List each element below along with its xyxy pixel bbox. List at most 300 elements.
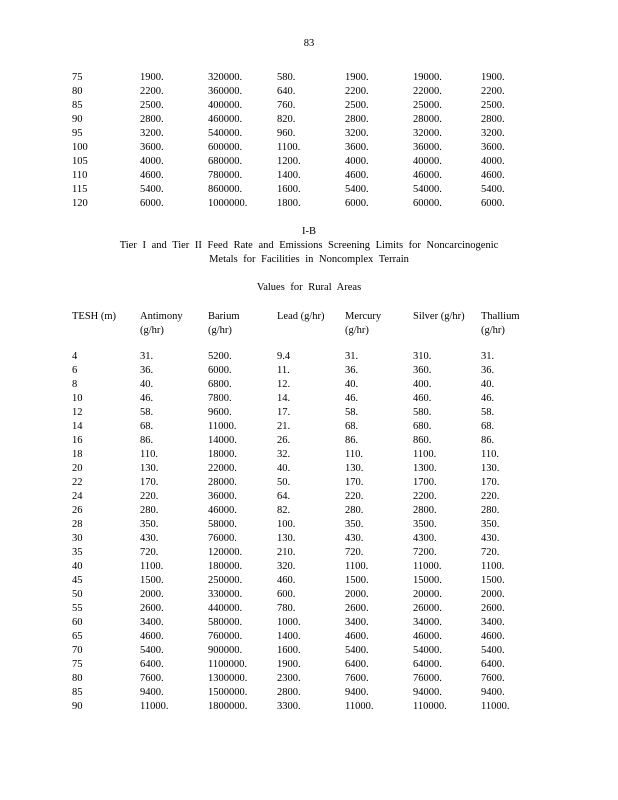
table-cell: 6000. (345, 198, 369, 209)
table-cell: 21. (277, 421, 291, 432)
table-cell: 82. (277, 505, 291, 516)
table-cell: 680000. (208, 156, 243, 167)
header-thallium-line2: (g/hr) (481, 325, 505, 336)
table-cell: 68. (140, 421, 154, 432)
table-cell: 5400. (140, 184, 164, 195)
table-cell: 110. (140, 449, 158, 460)
table-row (72, 602, 541, 616)
table-cell: 120 (72, 198, 88, 209)
table-cell: 3600. (140, 142, 164, 153)
table-cell: 9600. (208, 407, 232, 418)
table-cell: 9400. (345, 687, 369, 698)
table-cell: 1000. (277, 617, 301, 628)
table-cell: 24 (72, 491, 83, 502)
table-cell: 31. (481, 351, 495, 362)
table-cell: 130. (140, 463, 159, 474)
table-cell: 32000. (413, 128, 442, 139)
table-cell: 14 (72, 421, 83, 432)
table-cell: 36. (140, 365, 154, 376)
table-cell: 600. (277, 589, 296, 600)
table-cell: 4600. (345, 170, 369, 181)
table-cell: 860. (413, 435, 432, 446)
table-cell: 2600. (345, 603, 369, 614)
table-cell: 1100. (481, 561, 505, 572)
table-cell: 80 (72, 86, 83, 97)
table-row (72, 406, 541, 420)
table-row (72, 392, 541, 406)
table-cell: 7600. (481, 673, 505, 684)
table-cell: 36. (481, 365, 495, 376)
table-row (72, 644, 541, 658)
table-cell: 460. (413, 393, 432, 404)
table-cell: 4000. (345, 156, 369, 167)
table-cell: 2000. (345, 589, 369, 600)
table-cell: 18000. (208, 449, 237, 460)
table-cell: 46000. (413, 170, 442, 181)
table-cell: 3600. (345, 142, 369, 153)
table-cell: 900000. (208, 645, 243, 656)
table-cell: 1900. (140, 72, 164, 83)
header-mercury-line2: (g/hr) (345, 325, 369, 336)
table-cell: 5400. (345, 645, 369, 656)
table-row (72, 588, 541, 602)
table-cell: 350. (345, 519, 364, 530)
table-cell: 22000. (208, 463, 237, 474)
table-row (72, 504, 541, 518)
table-cell: 16 (72, 435, 83, 446)
table-cell: 1100. (277, 142, 301, 153)
table-row (72, 616, 541, 630)
table-cell: 2300. (277, 673, 301, 684)
table-cell: 14000. (208, 435, 237, 446)
header-silver (413, 310, 465, 324)
table-cell: 11000. (208, 421, 237, 432)
table-row (72, 169, 541, 183)
table-cell: 60000. (413, 198, 442, 209)
table-cell: 760. (277, 100, 296, 111)
table-cell: 4000. (481, 156, 505, 167)
table-cell: 220. (140, 491, 159, 502)
table-cell: 960. (277, 128, 296, 139)
table-cell: 26 (72, 505, 83, 516)
table-cell: 76000. (413, 673, 442, 684)
table-cell: 58. (140, 407, 154, 418)
table-cell: 58. (481, 407, 495, 418)
table-cell: 120000. (208, 547, 243, 558)
table-cell: 68. (345, 421, 359, 432)
table-cell: 220. (481, 491, 500, 502)
table-row (72, 71, 541, 85)
table-cell: 820. (277, 114, 296, 125)
table-cell: 94000. (413, 687, 442, 698)
table-cell: 36000. (208, 491, 237, 502)
table-cell: 40. (345, 379, 359, 390)
table-cell: 320. (277, 561, 296, 572)
table-cell: 64000. (413, 659, 442, 670)
table-cell: 46000. (413, 631, 442, 642)
table-cell: 350. (481, 519, 500, 530)
table-row (72, 560, 541, 574)
header-thallium (481, 310, 520, 338)
table-cell: 100 (72, 142, 88, 153)
table-cell: 4000. (140, 156, 164, 167)
table-cell: 100. (277, 519, 296, 530)
table-cell: 5400. (481, 645, 505, 656)
table-cell: 35 (72, 547, 83, 558)
table-row (72, 113, 541, 127)
table-cell: 25000. (413, 100, 442, 111)
header-tesh-line1: TESH (m) (72, 311, 117, 322)
section-id: I-B (302, 226, 316, 237)
table-cell: 9400. (140, 687, 164, 698)
table-cell: 1600. (277, 645, 301, 656)
table-cell: 105 (72, 156, 88, 167)
table-cell: 170. (345, 477, 364, 488)
table-cell: 180000. (208, 561, 243, 572)
table-cell: 4600. (140, 631, 164, 642)
table-cell: 11000. (140, 701, 169, 712)
table-cell: 6400. (345, 659, 369, 670)
table-row (72, 127, 541, 141)
table-cell: 3600. (481, 142, 505, 153)
table-row (72, 574, 541, 588)
table-cell: 26000. (413, 603, 442, 614)
table-cell: 7600. (140, 673, 164, 684)
table-cell: 28000. (413, 114, 442, 125)
header-thallium-line1: Thallium (481, 311, 520, 322)
table-cell: 6400. (140, 659, 164, 670)
table-cell: 22000. (413, 86, 442, 97)
table-cell: 2800. (277, 687, 301, 698)
table-cell: 360000. (208, 86, 243, 97)
header-antimony-line1: Antimony (140, 311, 183, 322)
table-cell: 400. (413, 379, 432, 390)
table-cell: 1400. (277, 631, 301, 642)
table-cell: 40 (72, 561, 83, 572)
header-barium-line2: (g/hr) (208, 325, 232, 336)
table-cell: 15000. (413, 575, 442, 586)
header-tesh (72, 310, 116, 324)
table-row (72, 420, 541, 434)
table-cell: 1400. (277, 170, 301, 181)
table-cell: 3400. (140, 617, 164, 628)
table-cell: 4600. (481, 631, 505, 642)
table-row (72, 532, 541, 546)
table-cell: 1500. (345, 575, 369, 586)
table-cell: 11. (277, 365, 290, 376)
table-cell: 26. (277, 435, 291, 446)
section-title-line2: Metals for Facilities in Noncomplex Terrain (209, 254, 409, 265)
table-cell: 85 (72, 687, 83, 698)
header-antimony-line2: (g/hr) (140, 325, 164, 336)
table-cell: 40. (277, 463, 291, 474)
table-cell: 3300. (277, 701, 301, 712)
table-cell: 130. (345, 463, 364, 474)
table-row (72, 197, 541, 211)
table-cell: 5400. (481, 184, 505, 195)
table-cell: 10 (72, 393, 83, 404)
table-cell: 68. (481, 421, 495, 432)
table-cell: 400000. (208, 100, 243, 111)
table-cell: 130. (277, 533, 296, 544)
table-cell: 2800. (140, 114, 164, 125)
table-cell: 220. (345, 491, 364, 502)
table-cell: 310. (413, 351, 432, 362)
table-cell: 6 (72, 365, 78, 376)
table-cell: 3400. (345, 617, 369, 628)
table-row (72, 350, 541, 364)
table-cell: 580. (413, 407, 432, 418)
table-row (72, 518, 541, 532)
table-cell: 2200. (140, 86, 164, 97)
table-cell: 12. (277, 379, 291, 390)
table-cell: 34000. (413, 617, 442, 628)
rural-limits-table (72, 350, 541, 714)
header-barium-line1: Barium (208, 311, 240, 322)
section-subtitle: Values for Rural Areas (256, 282, 362, 293)
table-cell: 85 (72, 100, 83, 111)
table-cell: 55 (72, 603, 83, 614)
table-cell: 2200. (413, 491, 437, 502)
table-cell: 2500. (140, 100, 164, 111)
table-cell: 720. (481, 547, 500, 558)
table-cell: 1300. (413, 463, 437, 474)
section-title-line1: Tier I and Tier II Feed Rate and Emissions Screening Limits for Noncarcinogenic (119, 240, 499, 251)
table-cell: 32. (277, 449, 291, 460)
table-cell: 580. (277, 72, 296, 83)
table-cell: 250000. (208, 575, 243, 586)
table-cell: 86. (481, 435, 495, 446)
table-cell: 8 (72, 379, 78, 390)
table-cell: 540000. (208, 128, 243, 139)
table-cell: 1100. (140, 561, 164, 572)
header-mercury (345, 310, 381, 338)
table-cell: 1700. (413, 477, 437, 488)
table-cell: 40000. (413, 156, 442, 167)
table-cell: 20 (72, 463, 83, 474)
table-cell: 1200. (277, 156, 301, 167)
table-cell: 1900. (481, 72, 505, 83)
table-cell: 2800. (345, 114, 369, 125)
table-cell: 4600. (140, 170, 164, 181)
table-cell: 600000. (208, 142, 243, 153)
table-cell: 350. (140, 519, 159, 530)
table-cell: 58. (345, 407, 359, 418)
table-row (72, 364, 541, 378)
table-cell: 75 (72, 659, 83, 670)
table-cell: 170. (140, 477, 159, 488)
table-cell: 80 (72, 673, 83, 684)
continued-limits-table (72, 71, 541, 211)
table-cell: 6000. (140, 198, 164, 209)
table-cell: 430. (140, 533, 159, 544)
header-barium (208, 310, 240, 338)
table-cell: 680. (413, 421, 432, 432)
table-cell: 640. (277, 86, 296, 97)
table-cell: 20000. (413, 589, 442, 600)
table-cell: 1500. (481, 575, 505, 586)
table-cell: 65 (72, 631, 83, 642)
table-cell: 1500000. (208, 687, 248, 698)
table-cell: 86. (140, 435, 154, 446)
table-cell: 460. (277, 575, 296, 586)
table-row (72, 448, 541, 462)
table-row (72, 99, 541, 113)
table-cell: 330000. (208, 589, 243, 600)
table-cell: 360. (413, 365, 432, 376)
table-cell: 2600. (481, 603, 505, 614)
table-cell: 9.4 (277, 351, 291, 362)
table-cell: 19000. (413, 72, 442, 83)
table-cell: 40. (481, 379, 495, 390)
table-cell: 860000. (208, 184, 243, 195)
table-cell: 46. (481, 393, 495, 404)
table-row (72, 700, 541, 714)
table-cell: 2200. (345, 86, 369, 97)
header-antimony (140, 310, 183, 338)
table-row (72, 434, 541, 448)
table-cell: 22 (72, 477, 83, 488)
table-cell: 170. (481, 477, 500, 488)
table-cell: 95 (72, 128, 83, 139)
table-cell: 1500. (140, 575, 164, 586)
table-row (72, 630, 541, 644)
table-cell: 36. (345, 365, 359, 376)
table-cell: 110. (345, 449, 363, 460)
table-cell: 2000. (481, 589, 505, 600)
table-cell: 115 (72, 184, 88, 195)
table-row (72, 686, 541, 700)
table-cell: 54000. (413, 184, 442, 195)
table-cell: 430. (345, 533, 364, 544)
table-cell: 86. (345, 435, 359, 446)
table-cell: 210. (277, 547, 296, 558)
table-cell: 9400. (481, 687, 505, 698)
table-cell: 30 (72, 533, 83, 544)
table-cell: 60 (72, 617, 83, 628)
table-cell: 31. (345, 351, 359, 362)
table-cell: 3400. (481, 617, 505, 628)
table-cell: 11000. (345, 701, 374, 712)
table-cell: 760000. (208, 631, 243, 642)
table-cell: 2800. (481, 114, 505, 125)
table-cell: 580000. (208, 617, 243, 628)
table-cell: 75 (72, 72, 83, 83)
table-row (72, 155, 541, 169)
table-cell: 17. (277, 407, 291, 418)
table-cell: 40. (140, 379, 154, 390)
table-cell: 320000. (208, 72, 243, 83)
table-row (72, 183, 541, 197)
table-cell: 1100000. (208, 659, 247, 670)
continued-table-body (72, 71, 541, 211)
table-cell: 1600. (277, 184, 301, 195)
header-lead (277, 310, 325, 324)
table-cell: 70 (72, 645, 83, 656)
table-cell: 46000. (208, 505, 237, 516)
table-cell: 7800. (208, 393, 232, 404)
table-row (72, 658, 541, 672)
table-row (72, 85, 541, 99)
table-cell: 430. (481, 533, 500, 544)
table-cell: 5200. (208, 351, 232, 362)
header-mercury-line1: Mercury (345, 311, 382, 322)
table-cell: 31. (140, 351, 154, 362)
table-row (72, 672, 541, 686)
table-cell: 4600. (345, 631, 369, 642)
table-cell: 3200. (345, 128, 369, 139)
table-row (72, 462, 541, 476)
header-silver-line1: Silver (g/hr) (413, 311, 465, 322)
page-number: 83 (303, 38, 315, 49)
table-cell: 58000. (208, 519, 237, 530)
table-cell: 3500. (413, 519, 437, 530)
table-cell: 28 (72, 519, 83, 530)
table-cell: 4 (72, 351, 78, 362)
table-cell: 1100. (413, 449, 437, 460)
table-cell: 28000. (208, 477, 237, 488)
table-cell: 2500. (345, 100, 369, 111)
table-cell: 110. (481, 449, 499, 460)
table-cell: 6400. (481, 659, 505, 670)
table-cell: 54000. (413, 645, 442, 656)
header-lead-line1: Lead (g/hr) (277, 311, 325, 322)
table-cell: 2000. (140, 589, 164, 600)
table-cell: 2800. (413, 505, 437, 516)
table-row (72, 378, 541, 392)
table-cell: 4300. (413, 533, 437, 544)
table-cell: 6000. (208, 365, 232, 376)
table-cell: 50. (277, 477, 291, 488)
table-row (72, 141, 541, 155)
table-cell: 720. (140, 547, 159, 558)
table-cell: 18 (72, 449, 83, 460)
table-cell: 6800. (208, 379, 232, 390)
table-cell: 45 (72, 575, 83, 586)
table-cell: 90 (72, 701, 83, 712)
table-cell: 76000. (208, 533, 237, 544)
table-cell: 280. (481, 505, 500, 516)
table-cell: 1800000. (208, 701, 248, 712)
table-cell: 110000. (413, 701, 447, 712)
table-cell: 2600. (140, 603, 164, 614)
table-cell: 5400. (140, 645, 164, 656)
table-cell: 440000. (208, 603, 243, 614)
table-cell: 720. (345, 547, 364, 558)
table-cell: 36000. (413, 142, 442, 153)
table-cell: 46. (140, 393, 154, 404)
rural-table-body (72, 350, 541, 714)
table-cell: 4600. (481, 170, 505, 181)
table-cell: 780. (277, 603, 296, 614)
table-cell: 2500. (481, 100, 505, 111)
table-cell: 1100. (345, 561, 369, 572)
table-cell: 130. (481, 463, 500, 474)
table-cell: 6000. (481, 198, 505, 209)
table-cell: 780000. (208, 170, 243, 181)
table-cell: 64. (277, 491, 291, 502)
table-cell: 46. (345, 393, 359, 404)
table-cell: 2200. (481, 86, 505, 97)
table-row (72, 490, 541, 504)
table-cell: 7200. (413, 547, 437, 558)
table-row (72, 476, 541, 490)
table-cell: 1300000. (208, 673, 248, 684)
table-cell: 11000. (481, 701, 510, 712)
table-cell: 1900. (345, 72, 369, 83)
table-cell: 11000. (413, 561, 442, 572)
table-cell: 14. (277, 393, 291, 404)
